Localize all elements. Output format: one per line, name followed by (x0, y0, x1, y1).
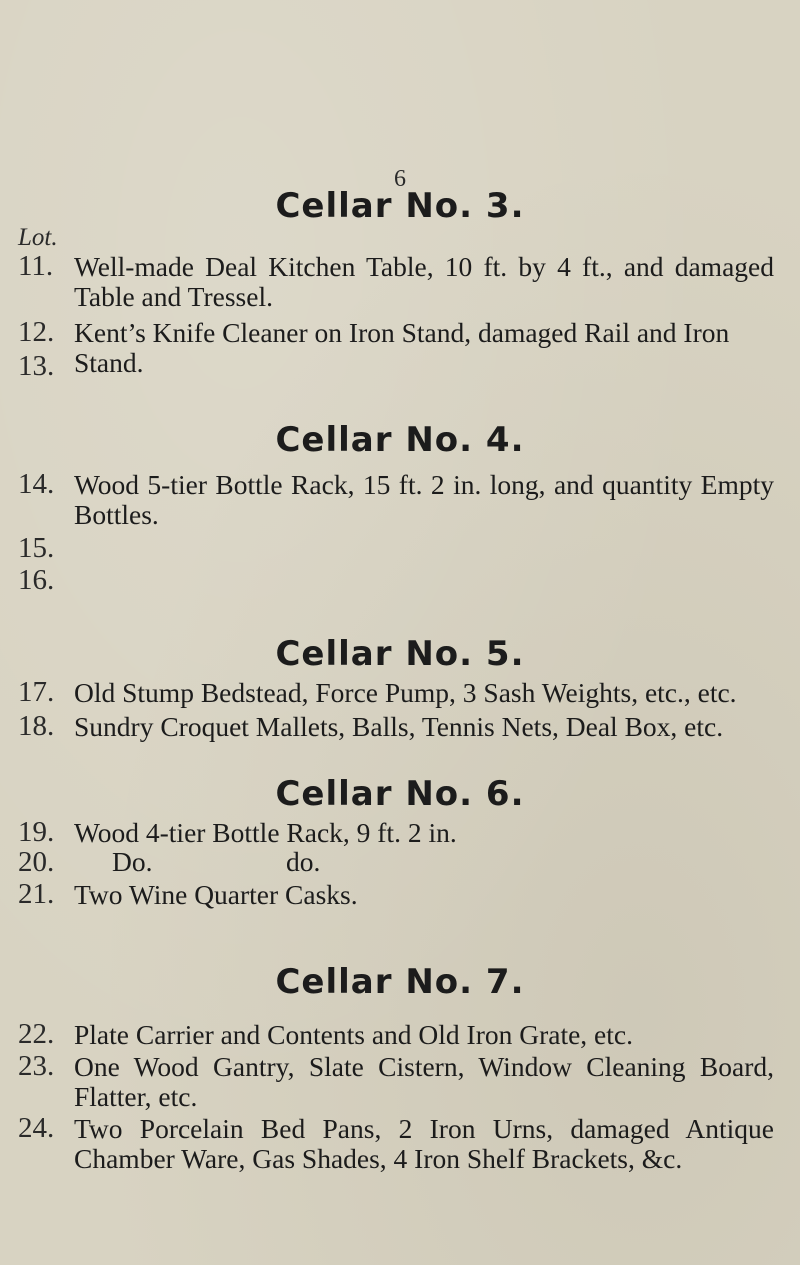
lot-number: 18. (18, 710, 55, 742)
ditto-mark: do. (286, 846, 321, 877)
lot-number: 22. (18, 1018, 55, 1050)
lot-number: 12. (18, 316, 55, 348)
lot-number: 23. (18, 1050, 55, 1082)
lot-description: Kent’s Knife Cleaner on Iron Stand, damaged Rail and Iron Stand. (74, 317, 730, 378)
lot-description: Two Porcelain Bed Pans, 2 Iron Urns, damaged Antique Chamber Ware, Gas Shades, 4 Iron Shelf Brackets, &c. (74, 1113, 774, 1174)
lot-number: 21. (18, 878, 55, 910)
section-heading-cellar-3: Cellar No. 3. (275, 186, 525, 226)
lot-description: Two Wine Quarter Casks. (74, 879, 358, 910)
lot-description: Wood 5-tier Bottle Rack, 15 ft. 2 in. long, and quantity Empty Bottles. (74, 469, 774, 530)
lot-number: 15. (18, 532, 55, 564)
lot-description: Sundry Croquet Mallets, Balls, Tennis Nets, Deal Box, etc. (74, 711, 724, 742)
ditto-mark: Do. (112, 846, 153, 877)
lot-number: 19. (18, 816, 55, 848)
section-heading-cellar-7: Cellar No. 7. (275, 962, 525, 1002)
lot-description: Wood 4-tier Bottle Rack, 9 ft. 2 in. (74, 817, 457, 848)
lot-description: Old Stump Bedstead, Force Pump, 3 Sash Weights, etc., etc. (74, 677, 737, 708)
lot-number: 17. (18, 676, 55, 708)
lot-description: Plate Carrier and Contents and Old Iron Grate, etc. (74, 1019, 633, 1050)
section-heading-cellar-5: Cellar No. 5. (275, 634, 525, 674)
lot-number: 16. (18, 564, 55, 596)
lot-number: 20. (18, 846, 55, 878)
page-number: 6 (394, 166, 406, 192)
lot-description: Well-made Deal Kitchen Table, 10 ft. by 4 ft., and damaged Table and Tressel. (74, 251, 774, 312)
lot-number: 11. (18, 250, 54, 282)
section-heading-cellar-6: Cellar No. 6. (275, 774, 525, 814)
lot-number: 24. (18, 1112, 55, 1144)
lot-number: 14. (18, 468, 55, 500)
lot-number: 13. (18, 350, 55, 382)
section-heading-cellar-4: Cellar No. 4. (275, 420, 525, 460)
lot-column-label: Lot. (18, 224, 58, 251)
lot-description: One Wood Gantry, Slate Cistern, Window Cleaning Board, Flatter, etc. (74, 1051, 774, 1112)
